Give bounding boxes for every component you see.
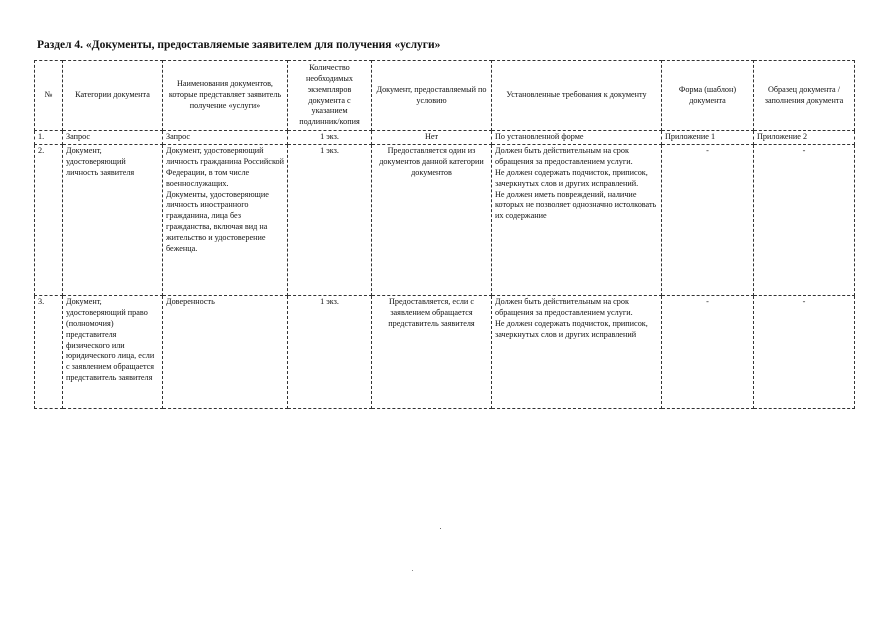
header-form: Форма (шаблон) документа <box>662 61 754 131</box>
cell-form: - <box>662 295 754 408</box>
header-category: Категории документа <box>63 61 163 131</box>
documents-table <box>34 60 855 409</box>
header-names: Наименования документов, которые представляет заявитель получение «услуги» <box>163 61 288 131</box>
cell-conditional: Предоставляется, если с заявлением обращается представитель заявителя <box>372 295 492 408</box>
cell-names: Доверенность <box>163 295 288 408</box>
table-row <box>35 295 855 408</box>
cell-count: 1 экз. <box>288 295 372 408</box>
cell-requirements: Должен быть действительным на срок обращения за предоставлением услуги. Не должен содержать подчисток, приписок, зачеркнутых слов и других исправлений <box>492 295 662 408</box>
cell-conditional: Нет <box>372 131 492 145</box>
scan-speck <box>440 528 441 529</box>
header-sample: Образец документа / заполнения документа <box>754 61 855 131</box>
cell-conditional: Предоставляется один из документов данной категории документов <box>372 144 492 295</box>
cell-sample: Приложение 2 <box>754 131 855 145</box>
cell-requirements: По установленной форме <box>492 131 662 145</box>
section-title: Раздел 4. «Документы, предоставляемые заявителем для получения «услуги» <box>37 39 441 51</box>
scan-speck <box>412 570 413 571</box>
header-count: Количество необходимых экземпляров документа с указанием подлинник/копия <box>288 61 372 131</box>
cell-num: 2. <box>35 144 63 295</box>
header-num: № <box>35 61 63 131</box>
cell-count: 1 экз. <box>288 144 372 295</box>
cell-category: Документ, удостоверяющий личность заявителя <box>63 144 163 295</box>
cell-names: Запрос <box>163 131 288 145</box>
cell-count: 1 экз. <box>288 131 372 145</box>
cell-num: 1. <box>35 131 63 145</box>
header-conditional: Документ, предоставляемый по условию <box>372 61 492 131</box>
cell-form: Приложение 1 <box>662 131 754 145</box>
table-row <box>35 131 855 145</box>
cell-names: Документ, удостоверяющий личность гражданина Российской Федерации, в том числе военнослужащих. Документы, удостоверяющие личность иностранного гражданина, лица без гражданства, включая вид на жительство и удостоверение беженца. <box>163 144 288 295</box>
cell-sample: - <box>754 295 855 408</box>
cell-sample: - <box>754 144 855 295</box>
table-header-row <box>35 61 855 131</box>
table-row <box>35 144 855 295</box>
cell-category: Документ, удостоверяющий право (полномочия) представителя физического или юридического лица, если с заявлением обращается представитель заявителя <box>63 295 163 408</box>
cell-requirements: Должен быть действительным на срок обращения за предоставлением услуги. Не должен содержать подчисток, приписок, зачеркнутых слов и других исправлений. Не должен иметь повреждений, наличие которых не позволяет однозначно истолковать их содержание <box>492 144 662 295</box>
cell-category: Запрос <box>63 131 163 145</box>
header-requirements: Установленные требования к документу <box>492 61 662 131</box>
cell-num: 3. <box>35 295 63 408</box>
cell-form: - <box>662 144 754 295</box>
